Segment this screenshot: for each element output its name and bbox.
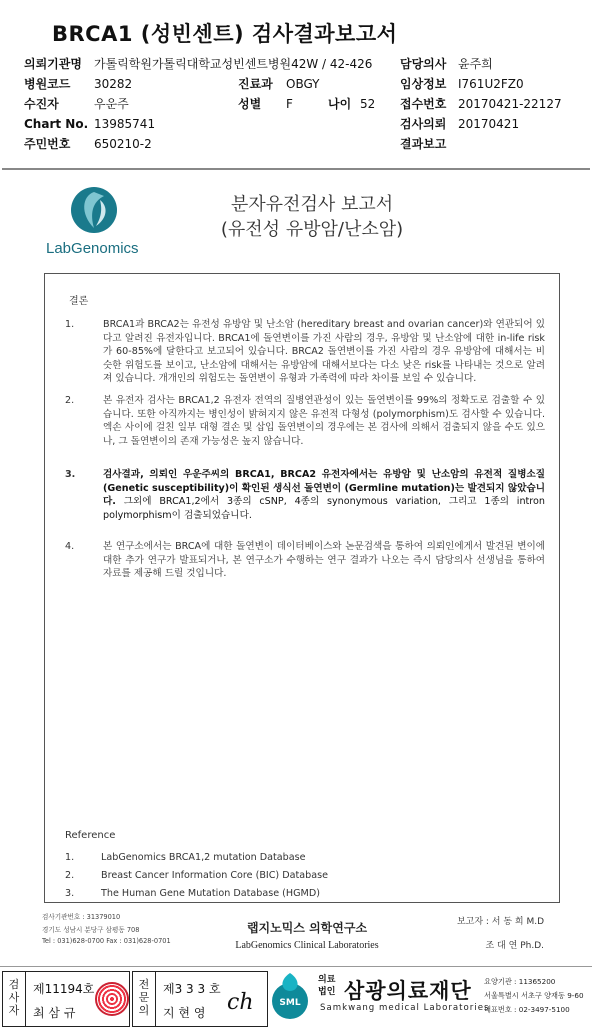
lab-registration: 검사기관번호 : 31379010 bbox=[42, 913, 121, 921]
header-row-department: 진료과 OBGY bbox=[238, 77, 320, 91]
signature-strip bbox=[0, 966, 592, 1032]
conclusion-heading: 결론 bbox=[69, 296, 89, 307]
header-row-patient: 수진자 우운주 bbox=[24, 97, 129, 111]
reference-heading: Reference bbox=[65, 830, 116, 841]
lab-phone: Tel : 031)628-0700 Fax : 031)628-0701 bbox=[42, 937, 171, 945]
sml-logo-text: SML bbox=[279, 998, 301, 1008]
conclusion-item: 1. BRCA1과 BRCA2는 유전성 유방암 및 난소암 (hereditary breast and ovarian cancer)와 연관되어 있다고 알려진 유전자입니다. BRCA1에 돌연변이를 가진 사람의 경우, 유방암 및 난소암에 대한 in-life risk가 60-85%에 달한다고 보고되어 있습니다. BRCA2 돌연변이를 가진 사람의 경우 유방암에 대해서는 비슷한 위험도를 보이고, 난소암에 대해서는 유방암에 대해서보다는 다소 낮은 risk를 나타내는 것으로 알려져 있습니다. 개개인의 위험도는 돌연변이 유형과 가족력에 따라 차이를 보일 수 있습니다. bbox=[65, 319, 545, 385]
report-title: BRCA1 (성빈센트) 검사결과보고서 bbox=[52, 22, 398, 46]
header-row-institution: 의뢰기관명 가톨릭학원가톨릭대학교성빈센트병원42W / 42-426 bbox=[24, 57, 373, 71]
sml-logo-icon bbox=[270, 971, 310, 1023]
header-row-chart-no: Chart No. 13985741 bbox=[24, 117, 156, 131]
lab-name: 랩지노믹스 의학연구소 LabGenomics Clinical Laboratories bbox=[235, 921, 379, 951]
org-type-1: 의료 bbox=[318, 975, 336, 985]
conclusion-item: 4. 본 연구소에서는 BRCA에 대한 돌연변이 데이터베이스와 논문검색을 통하여 의뢰인에게서 발견된 변이에 대한 추가 연구가 발표되거나, 본 연구소가 수행하는 연구 결과가 나오는 즉시 담당의사 선생님을 통하여 자료를 제공해 드릴 것입니다. bbox=[65, 541, 545, 580]
header-row-age: 나이 52 bbox=[328, 97, 376, 111]
inspector-seal bbox=[95, 982, 129, 1016]
reference-item: 2. Breast Cancer Information Core (BIC) Database bbox=[65, 870, 328, 881]
specialist-signature-box bbox=[132, 971, 268, 1027]
inspector-signature-box bbox=[2, 971, 130, 1027]
logo-text: LabGenomics bbox=[46, 240, 139, 257]
org-type-2: 법인 bbox=[318, 987, 336, 997]
org-facility-code: 요양기관 : 11365200 bbox=[484, 977, 556, 986]
header-row-receipt-no: 접수번호 20170421-22127 bbox=[400, 97, 562, 111]
specialist-license: 제3 3 3 호 bbox=[163, 982, 221, 996]
header-right-block bbox=[400, 54, 562, 154]
reporter-1: 보고자 : 서 동 희 M.D bbox=[456, 917, 544, 927]
header-row-hospital-code: 병원코드 30282 bbox=[24, 77, 133, 91]
reference-item: 3. The Human Gene Mutation Database (HGMD) bbox=[65, 888, 320, 899]
header-row-request-date: 검사의뢰 20170421 bbox=[400, 117, 520, 131]
report-page bbox=[2, 168, 590, 964]
conclusion-item: 2. 본 유전자 검사는 BRCA1,2 유전자 전역의 질병연관성이 있는 돌연변이를 99%의 정확도로 검출할 수 있습니다. 또한 아직까지는 병인성이 밝혀지지 않은 유전적 다형성 (polymorphism)도 검사할 수 있습니다. 엑손 사이에 걸친 일부 대형 결손 및 삽입 돌연변이의 경우에는 본 검사에 의해서 검출되지 않을 수도 있으나, 그 돌연변이의 존재 가능성은 높지 않습니다. bbox=[65, 395, 545, 447]
labgenomics-logo-icon bbox=[70, 186, 118, 234]
report-heading: 분자유전검사 보고서 (유전성 유방암/난소암) bbox=[220, 194, 404, 240]
inspector-license: 제11194호 bbox=[33, 982, 95, 996]
org-name-en: Samkwang medical Laboratories bbox=[320, 1003, 490, 1013]
header-row-sex: 성별 F bbox=[238, 97, 293, 111]
org-address: 서울특별시 서초구 양재동 9-60 bbox=[484, 991, 584, 1000]
conclusion-box bbox=[44, 273, 560, 903]
header-row-resident-no: 주민번호 650210-2 bbox=[24, 137, 152, 151]
specialist-label: 전문의 bbox=[138, 978, 150, 1017]
specialist-name: 지 현 영 bbox=[163, 1006, 206, 1020]
header-row-clinical-info: 임상정보 I761U2FZ0 bbox=[400, 77, 524, 91]
org-phone: 대표번호 : 02-3497-5100 bbox=[484, 1005, 570, 1014]
reference-item: 1. LabGenomics BRCA1,2 mutation Database bbox=[65, 852, 306, 863]
inspector-name: 최 삼 규 bbox=[33, 1006, 76, 1020]
specialist-handwritten-signature: ch bbox=[227, 990, 254, 1015]
reporter-2: 조 대 연 Ph.D. bbox=[485, 941, 544, 951]
header-row-doctor: 담당의사 윤주희 bbox=[400, 57, 493, 71]
header-row-result-report: 결과보고 bbox=[400, 137, 447, 151]
inspector-label: 검사자 bbox=[8, 978, 20, 1017]
lab-address: 경기도 성남시 분당구 삼평동 708 bbox=[42, 926, 140, 934]
header-left-block bbox=[24, 54, 372, 154]
conclusion-item-result: 3. 검사결과, 의뢰인 우운주씨의 BRCA1, BRCA2 유전자에서는 유방암 및 난소암의 유전적 질병소질 (Genetic susceptibility)이 확인된 생식선 돌연변이 (Germline mutation)는 발견되지 않았습니다. 그외에 BRCA1,2에서 3종의 cSNP, 4종의 synonymous variation, 그리고 1종의 intron polymorphism이 검출되었습니다. bbox=[65, 469, 545, 521]
org-name: 삼광의료재단 bbox=[344, 979, 472, 1003]
